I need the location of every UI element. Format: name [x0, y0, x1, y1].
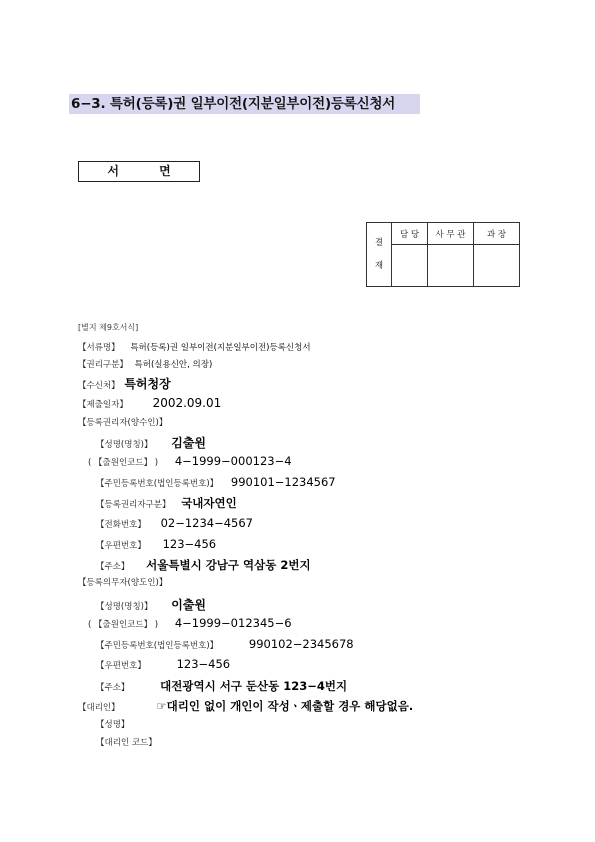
agent-label: 【대리인】 [78, 703, 120, 713]
holder-class-label: 【등록권리자구분】 [96, 500, 171, 510]
obligor-code-close: ) [154, 620, 159, 630]
right-type-value: 특허(실용신안, 의장) [134, 360, 213, 370]
submit-date-row [78, 396, 221, 410]
holder-addr-value: 서울특별시 강남구 역삼동 2번지 [146, 558, 311, 572]
obligor-name-value: 이출원 [171, 598, 206, 612]
holder-name-label: 【성명(명칭)】 [96, 440, 153, 450]
holder-zip-row [96, 537, 216, 551]
holder-code-value: 4−1999−000123−4 [174, 454, 292, 468]
agent-row [78, 698, 413, 714]
obligor-code-open: ( [88, 620, 92, 630]
holder-id-label: 【주민등록번호(법인등록번호)】 [96, 479, 219, 489]
holder-code-close: ) [154, 458, 159, 468]
obligor-addr-value: 대전광역시 서구 둔산동 123−4번지 [160, 679, 348, 693]
obligor-zip-value: 123−456 [176, 657, 231, 671]
holder-name-value: 김출원 [171, 436, 206, 450]
holder-code-row [88, 454, 292, 468]
obligor-id-value: 990102−2345678 [248, 637, 354, 651]
holder-zip-label: 【우편번호】 [96, 541, 146, 551]
obligor-zip-label: 【우편번호】 [96, 661, 146, 671]
agent-name-label: 【성명】 [96, 720, 130, 730]
holder-addr-row [96, 557, 311, 573]
holder-zip-value: 123−456 [162, 537, 217, 551]
holder-phone-row [96, 516, 253, 530]
recipient-value: 특허청장 [124, 377, 171, 391]
approval-col-officer: 사 무 관 [428, 223, 474, 245]
approval-sign-staff [392, 245, 428, 287]
recipient-row [78, 375, 171, 392]
approval-side-label-top: 결 [374, 238, 384, 249]
approval-col-manager: 과 장 [474, 223, 520, 245]
obligor-addr-row [96, 678, 347, 694]
obligor-id-row [96, 637, 354, 651]
holder-addr-label: 【주소】 [96, 562, 130, 572]
right-type-row [78, 358, 212, 370]
approval-side-label-bottom: 재 [374, 260, 384, 271]
doc-name-row [78, 341, 311, 353]
holder-id-value: 990101−1234567 [230, 475, 336, 489]
holder-phone-value: 02−1234−4567 [160, 516, 254, 530]
obligor-name-row [96, 596, 206, 613]
recipient-label: 【수신처】 [78, 381, 120, 391]
obligor-code-row [88, 616, 292, 630]
holder-code-open: ( [88, 458, 92, 468]
agent-value: ☞대리인 없이 개인이 작성ㆍ제출할 경우 해당없음. [156, 699, 414, 713]
approval-col-staff: 담 당 [392, 223, 428, 245]
obligor-name-label: 【성명(명칭)】 [96, 602, 153, 612]
obligor-id-label: 【주민등록번호(법인등록번호)】 [96, 641, 219, 651]
holder-name-row [96, 434, 206, 451]
page-title: 6−3. 특허(등록)권 일부이전(지분일부이전)등록신청서 [69, 94, 420, 114]
obligor-addr-label: 【주소】 [96, 683, 130, 693]
holder-class-value: 국내자연인 [181, 496, 237, 510]
agent-code-label: 【대리인 코드】 [96, 738, 157, 748]
obligor-code-label: 【출원인코드】 [94, 620, 153, 630]
approval-sign-manager [474, 245, 520, 287]
submit-date-value: 2002.09.01 [152, 396, 222, 410]
holder-phone-label: 【전화번호】 [96, 520, 146, 530]
holder-section-label: 【등록권리자(양수인)】 [78, 418, 168, 428]
approval-sign-officer [428, 245, 474, 287]
annex-label: [별지 제9호서식] [78, 323, 139, 332]
doc-name-label: 【서류명】 [78, 343, 120, 353]
obligor-section-label: 【등록의무자(양도인)】 [78, 578, 168, 588]
approval-stamp-table [366, 222, 520, 287]
document-type-box: 서 면 [78, 161, 200, 182]
obligor-code-value: 4−1999−012345−6 [174, 616, 292, 630]
holder-class-row [96, 495, 237, 511]
obligor-zip-row [96, 657, 230, 671]
doc-name-value: 특허(등록)권 일부이전(지분일부이전)등록신청서 [130, 343, 311, 353]
submit-date-label: 【제출일자】 [78, 400, 128, 410]
approval-side-label [367, 223, 392, 287]
holder-code-label: 【출원인코드】 [94, 458, 153, 468]
holder-id-row [96, 475, 336, 489]
right-type-label: 【권리구분】 [78, 360, 128, 370]
